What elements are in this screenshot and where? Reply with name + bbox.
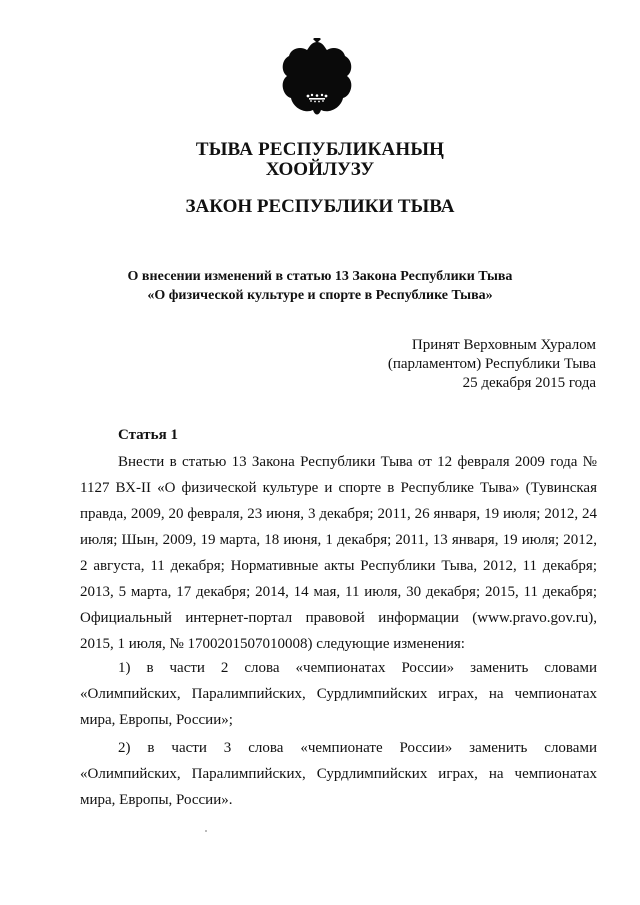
paragraph-line: «Олимпийских, Паралимпийских, Сурдлимпийских играх, на чемпионатах	[80, 686, 597, 702]
article-heading: Статья 1	[118, 427, 178, 443]
amendment-item-2	[80, 735, 597, 813]
paragraph-line: правда, 2009, 20 февраля, 23 июня, 3 декабря; 2011, 26 января, 19 июля; 2012, 24	[80, 506, 597, 522]
paragraph-line: Официальный интернет-портал правовой информации (www.pravo.gov.ru),	[80, 610, 597, 626]
tuva-emblem-icon	[277, 38, 357, 118]
adoption-line2: (парламентом) Республики Тыва	[387, 356, 596, 372]
adoption-line1: Принят Верховным Хуралом	[411, 337, 596, 353]
paragraph-line: июля; Шын, 2009, 19 марта, 18 июня, 1 декабря; 2011, 13 января, 19 июля; 2012,	[80, 532, 597, 548]
parliament-name-line2: ХООЙЛУЗУ	[265, 159, 375, 180]
amendment-item-1	[80, 655, 597, 733]
paragraph-line: 2) в части 3 слова «чемпионате России» заменить словами	[118, 740, 597, 756]
paragraph-line: мира, Европы, России»;	[80, 712, 233, 728]
paragraph-line: Внести в статью 13 Закона Республики Тыва от 12 февраля 2009 года №	[118, 454, 597, 470]
paragraph-line: мира, Европы, России».	[80, 792, 233, 808]
article-intro-paragraph	[80, 449, 597, 657]
law-title-line1: О внесении изменений в статью 13 Закона Республики Тыва	[127, 269, 513, 284]
paragraph-line: 1) в части 2 слова «чемпионатах России» заменить словами	[118, 660, 597, 676]
adoption-date: 25 декабря 2015 года	[462, 375, 596, 391]
law-title-line2: «О физической культуре и спорте в Республике Тыва»	[147, 288, 493, 303]
paragraph-line: «Олимпийских, Паралимпийских, Сурдлимпийских играх, на чемпионатах	[80, 766, 597, 782]
paragraph-line: 2015, 1 июля, № 1700201507010008) следующие изменения:	[80, 636, 465, 652]
paragraph-line: 2 августа, 11 декабря; Нормативные акты Республики Тыва, 2012, 11 декабря;	[80, 558, 597, 574]
paragraph-line: 1127 ВХ-II «О физической культуре и спорте в Республике Тыва» (Тувинская	[80, 480, 597, 496]
parliament-name-line1: ТЫВА РЕСПУБЛИКАНЫҢ	[195, 139, 445, 160]
scan-speck	[205, 830, 207, 832]
paragraph-line: 2013, 5 марта, 17 декабря; 2014, 14 мая, 11 июля, 30 декабря; 2015, 11 декабря;	[80, 584, 597, 600]
document-type-heading: ЗАКОН РЕСПУБЛИКИ ТЫВА	[185, 196, 455, 217]
